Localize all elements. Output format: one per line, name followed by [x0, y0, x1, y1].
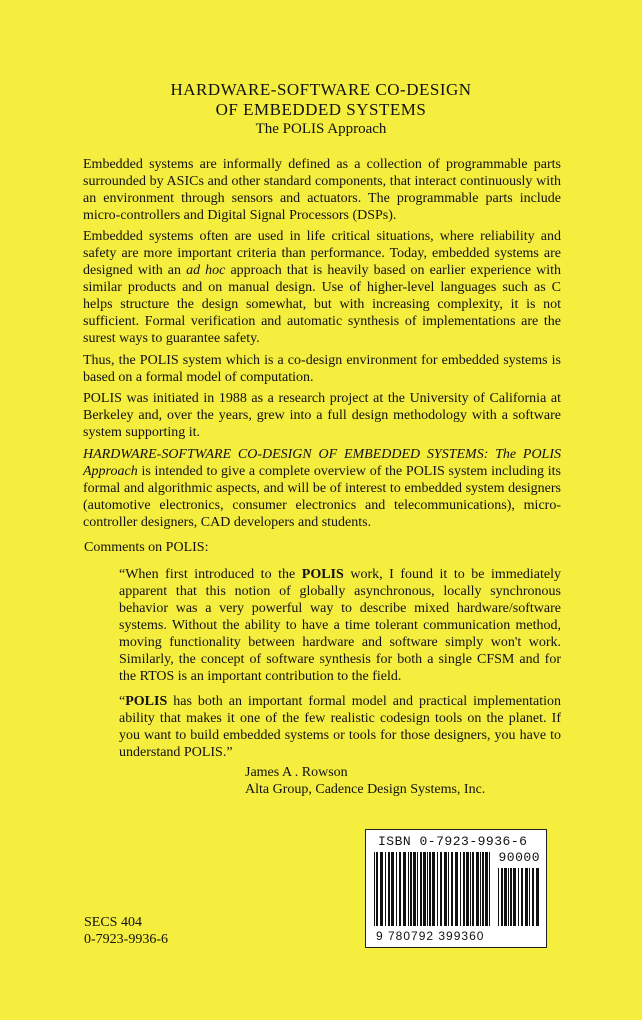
barcode-bar	[518, 868, 519, 926]
attribution-name: James A . Rowson	[245, 765, 348, 780]
paragraph-polis-history-text: POLIS was initiated in 1988 as a research project at the University of California at Berkeley and, over the years, grew into a full design methodology with a software system supporting it.	[83, 391, 561, 440]
paragraph-definition-text: Embedded systems are informally defined as a collection of programmable parts surrounded by ASICs and other standard components, that interact continuously with an environment through sensors and actuators. The programmable parts include micro-controllers and Digital Signal Processors (DSPs).	[83, 157, 561, 223]
quote-2	[119, 693, 561, 761]
paragraph-book-overview	[83, 446, 561, 531]
barcode-bar	[417, 852, 418, 926]
barcode-bar	[521, 868, 523, 926]
barcode-bar	[536, 868, 539, 926]
paragraph-definition	[83, 156, 561, 224]
barcode-bar	[510, 868, 512, 926]
barcode-bar	[508, 868, 509, 926]
book-subtitle: The POLIS Approach	[255, 121, 387, 137]
paragraph-safety-part-b: approach that is heavily based on earlier experience with similar products and on manual design. Use of higher-level languages such as C helps structure the design somewhat, but with increasing complexity, it is not sufficient. Formal verification and automatic synthesis of implementations are the surest ways to guarantee safety.	[83, 263, 562, 346]
paragraph-book-overview-text	[83, 446, 561, 531]
quote-2-part-a: “	[119, 694, 126, 709]
barcode-bar	[432, 852, 435, 926]
barcode-bar	[396, 852, 397, 926]
isbn-barcode-box	[365, 829, 547, 948]
barcode-bar	[482, 852, 484, 926]
barcode-bar	[466, 852, 469, 926]
barcode-bar	[476, 852, 479, 926]
barcode-bar	[376, 852, 378, 926]
paragraph-book-overview-body: is intended to give a complete overview of the POLIS system including its formal and algorithmic aspects, and will be of interest to embedded system designers (automotive electronics, consumer electronics and telecommunications), micro-controller designers, CAD developers and students.	[83, 464, 561, 530]
barcode-bar	[513, 868, 516, 926]
barcode-bar	[385, 852, 386, 926]
barcode-bar	[427, 852, 428, 926]
barcode-bar	[444, 852, 447, 926]
quote-1-part-a: “When first introduced to the	[119, 567, 296, 582]
barcode-bar	[413, 852, 416, 926]
comments-heading: Comments on POLIS:	[84, 540, 209, 555]
barcode-bar	[440, 852, 442, 926]
paragraph-polis-history	[83, 390, 561, 441]
book-title-line-2: OF EMBEDDED SYSTEMS	[215, 100, 427, 119]
barcode-bar	[489, 852, 490, 926]
barcode-digits: 9 780792 399360	[376, 929, 485, 943]
barcode-bar	[532, 868, 534, 926]
attribution-affiliation: Alta Group, Cadence Design Systems, Inc.	[245, 782, 486, 797]
paragraph-safety-part-a: Embedded systems often are used in life critical situations, where reliability and safety are more important criteria than performance. Today, embedded systems are designed with an	[83, 229, 561, 278]
barcode-bar	[529, 868, 530, 926]
barcode-bar	[388, 852, 390, 926]
barcode-bar	[451, 852, 453, 926]
paragraph-safety-text	[83, 228, 561, 347]
price-code: 90000	[498, 850, 540, 865]
paragraph-safety	[83, 228, 561, 347]
barcode-bar	[504, 868, 507, 926]
barcode-bar	[391, 852, 394, 926]
quote-1-part-b: work, I found it to be immediately apparent that this notion of globally asynchronous, locally synchronous behavior was a very powerful way to describe mixed hardware/software systems. Without the ability to have a time tolerant communication method, moving functionality between hardware and software simply won't work. Similarly, the concept of software synthesis for both a single CFSM and for the RTOS is an important contribution to the field.	[119, 567, 562, 684]
barcode-bar	[437, 852, 438, 926]
paragraph-polis-system	[83, 352, 561, 386]
barcode-bar	[463, 852, 465, 926]
series-code: SECS 404	[84, 915, 142, 930]
barcode-bar	[470, 852, 471, 926]
barcode-bar	[410, 852, 412, 926]
series-isbn-number: 0-7923-9936-6	[84, 932, 168, 947]
barcode-bar	[480, 852, 481, 926]
quote-1-bold: POLIS	[301, 567, 344, 582]
book-title-emphasis: HARDWARE-SOFTWARE CO-DESIGN OF EMBEDDED SYSTEMS: The POLIS Approach	[83, 447, 561, 479]
book-title-line-1: HARDWARE-SOFTWARE CO-DESIGN	[170, 80, 472, 99]
quote-attribution	[245, 764, 485, 798]
barcode-bar	[374, 852, 375, 926]
quote-1	[119, 566, 561, 685]
barcode-bar	[403, 852, 406, 926]
barcode-bar	[460, 852, 461, 926]
barcode-bar	[420, 852, 422, 926]
barcode-bar	[455, 852, 458, 926]
paragraph-polis-system-text: Thus, the POLIS system which is a co-design environment for embedded systems is based on a formal model of computation.	[83, 353, 561, 385]
barcode-bar	[501, 868, 503, 926]
barcode-bar	[525, 868, 528, 926]
quote-2-bold: POLIS	[125, 694, 168, 709]
barcode-bar	[380, 852, 383, 926]
barcode-bar	[423, 852, 426, 926]
barcode-bar	[408, 852, 409, 926]
title-block	[0, 80, 642, 139]
quote-2-part-b: has both an important formal model and practical implementation ability that makes it one of the few realistic codesign tools on the planet. If you want to build embedded systems or tools for those designers, you have to understand POLIS.”	[119, 694, 562, 760]
series-info	[84, 914, 168, 948]
barcode-bar	[429, 852, 431, 926]
barcode-bar	[498, 868, 499, 926]
ean-barcode	[374, 852, 492, 926]
barcode-bar	[472, 852, 474, 926]
ad-hoc-emphasis: ad hoc	[186, 263, 226, 278]
price-addon-barcode	[498, 868, 540, 926]
isbn-label: ISBN 0-7923-9936-6	[378, 834, 528, 849]
barcode-bar	[399, 852, 401, 926]
barcode-bar	[485, 852, 488, 926]
barcode-bar	[448, 852, 449, 926]
